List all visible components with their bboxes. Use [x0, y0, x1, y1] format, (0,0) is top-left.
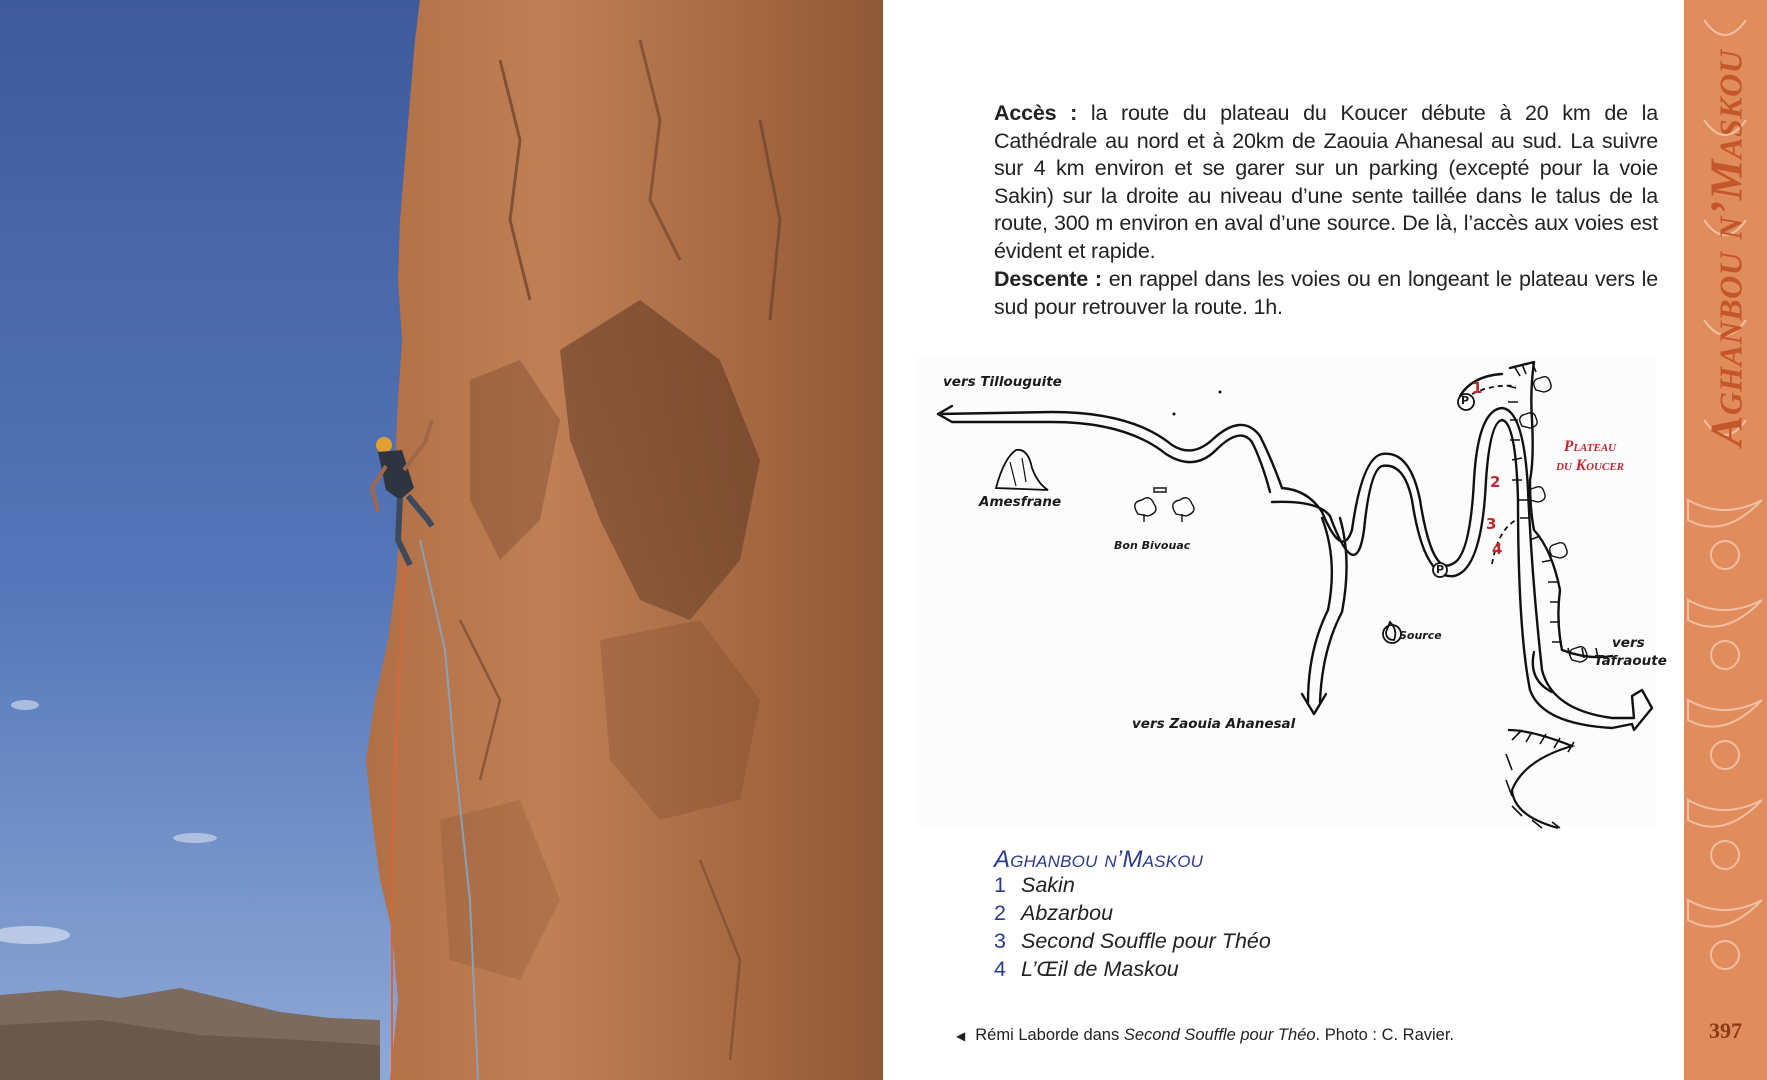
legend-number: 4 — [994, 957, 1006, 981]
caption-route-name: Second Souffle pour Théo — [1123, 1026, 1316, 1044]
legend-title: Aghanbou n’Maskou — [994, 846, 1204, 873]
page-number: 397 — [1709, 1018, 1742, 1043]
descent-paragraph — [994, 266, 1658, 321]
access-text: la route du plateau du Koucer débute à 20 km de la Cathédrale au nord et à 20km de Zaouia Ahanesal au sud. La suivre sur 4 km environ et se garer sur un parking (excepté pour la voie Sakin) sur la droite au niveau d’une sente taillée dans le talus de la route, 300 m environ en aval d’une source. De là, l’accès aux voies est évident et rapide. — [994, 101, 1658, 263]
access-paragraph — [994, 100, 1658, 266]
triangle-left-icon: ◀ — [956, 1029, 966, 1043]
legend-item — [994, 929, 1271, 954]
descent-label: Descente : — [994, 267, 1102, 291]
label-bon-bivouac: Bon Bivouac — [1114, 539, 1191, 552]
legend-item — [994, 957, 1179, 982]
route-number-4: 4 — [1492, 540, 1503, 558]
legend-route-name: Second Souffle pour Théo — [1021, 929, 1271, 953]
climbing-photo — [0, 0, 883, 1080]
legend-route-name: Sakin — [1021, 873, 1075, 897]
label-vers: vers — [1612, 635, 1645, 651]
legend-route-name: Abzarbou — [1021, 901, 1114, 925]
caption-credit: . Photo : C. Ravier. — [1315, 1026, 1455, 1044]
legend-item — [994, 901, 1113, 926]
access-map — [912, 350, 1667, 835]
map-drawing — [912, 350, 1662, 835]
parking-label: P — [1436, 563, 1445, 576]
chapter-title — [1684, 0, 1767, 480]
route-number-2: 2 — [1490, 473, 1501, 491]
plateau-line-2: du Koucer — [1556, 457, 1624, 474]
access-label: Accès : — [994, 101, 1078, 125]
label-source: Source — [1399, 629, 1442, 642]
legend-number: 1 — [994, 873, 1006, 897]
legend-number: 2 — [994, 901, 1006, 925]
legend-item — [994, 873, 1075, 898]
route-number-1: 1 — [1472, 379, 1483, 397]
route-number-3: 3 — [1486, 515, 1497, 533]
legend-route-name: L’Œil de Maskou — [1021, 957, 1179, 981]
photo-caption — [956, 1026, 1454, 1045]
plateau-label — [1520, 437, 1660, 475]
parking-label: P — [1461, 394, 1470, 407]
chapter-title-text: Aghanbou n’Maskou — [1700, 49, 1751, 447]
label-zaouia: vers Zaouia Ahanesal — [1132, 716, 1296, 732]
label-tillouguite: vers Tillouguite — [943, 374, 1062, 390]
legend-number: 3 — [994, 929, 1006, 953]
label-amesfrane: Amesfrane — [979, 494, 1062, 510]
caption-text: Rémi Laborde dans — [975, 1026, 1124, 1044]
plateau-line-1: Plateau — [1563, 438, 1617, 455]
label-tafraoute: Tafraoute — [1594, 653, 1667, 669]
descent-text: en rappel dans les voies ou en longeant le plateau vers le sud pour retrouver la route. 1h. — [994, 267, 1658, 319]
